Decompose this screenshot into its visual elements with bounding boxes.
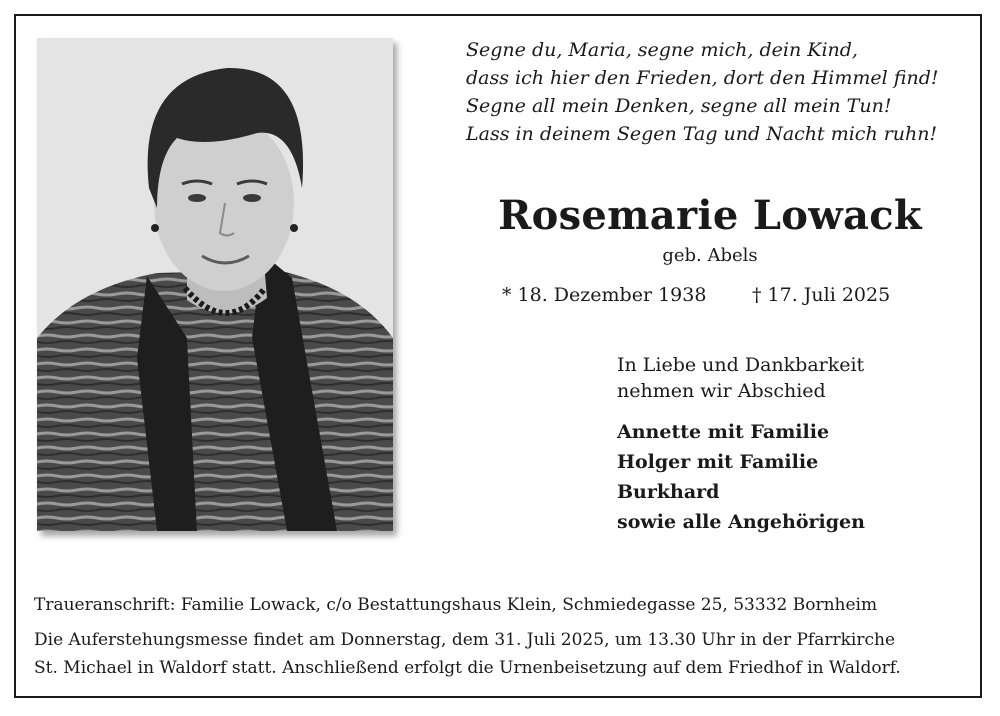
death-date: † 17. Juli 2025 [752,284,891,306]
mourner: Annette mit Familie [617,421,830,443]
poem [466,36,966,148]
mourners-list [617,417,865,537]
poem-line: Lass in deinem Segen Tag und Nacht mich ruhn! [466,123,938,145]
farewell-line: In Liebe und Dankbarkeit [617,354,865,376]
maiden-name: geb. Abels [662,245,758,266]
deceased-name: Rosemarie Lowack [498,192,922,239]
mourner: Holger mit Familie [617,451,819,473]
farewell-line: nehmen wir Abschied [617,380,826,402]
service-line: St. Michael in Waldorf statt. Anschließend erfolgt die Urnenbeisetzung auf dem Friedhof in Waldorf. [34,658,901,678]
service-info [34,626,901,682]
farewell-text [617,352,864,404]
mourner: Burkhard [617,481,720,503]
poem-line: Segne all mein Denken, segne all mein Tun! [466,95,892,117]
portrait-photo [37,38,393,531]
service-line: Die Auferstehungsmesse findet am Donnerstag, dem 31. Juli 2025, um 13.30 Uhr in der Pfarrkirche [34,630,895,650]
mourner: sowie alle Angehörigen [617,511,865,533]
mourning-address: Traueranschrift: Familie Lowack, c/o Bestattungshaus Klein, Schmiedegasse 25, 53332 Bornheim [34,595,878,615]
poem-line: dass ich hier den Frieden, dort den Himmel find! [466,67,939,89]
poem-line: Segne du, Maria, segne mich, dein Kind, [466,39,858,61]
birth-date: * 18. Dezember 1938 [502,284,707,306]
